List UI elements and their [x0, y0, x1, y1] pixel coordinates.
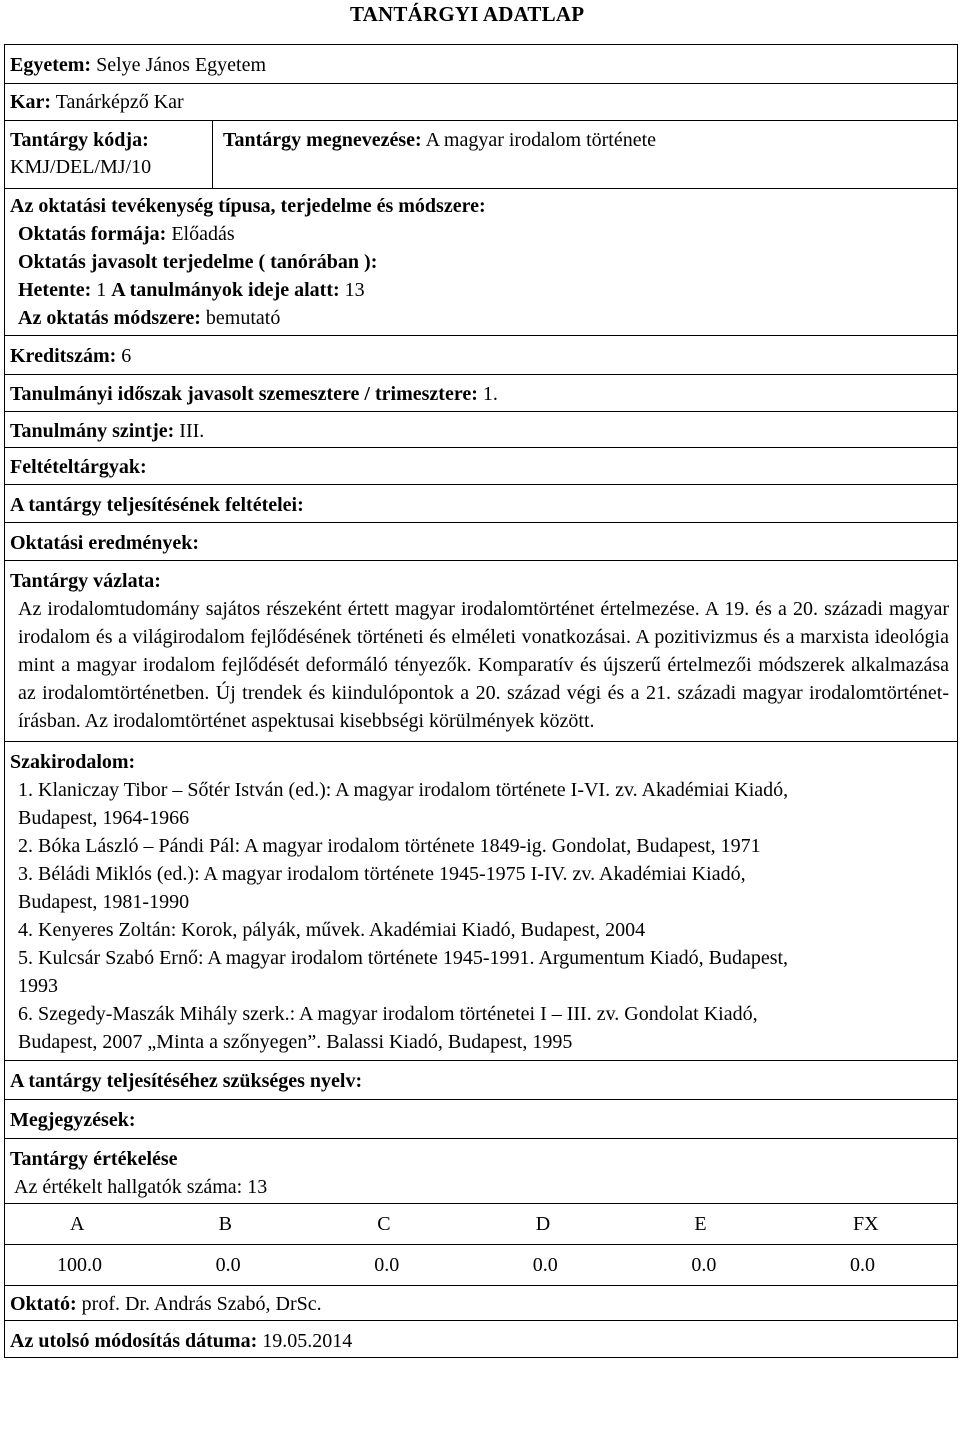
- course-id-row: [5, 120, 957, 188]
- credits-row: [5, 335, 957, 374]
- semester-value: 1.: [482, 383, 498, 405]
- faculty-label: Kar:: [10, 91, 52, 113]
- evaluated-count: Az értékelt hallgatók száma: 13: [14, 1176, 268, 1198]
- total-value: 13: [344, 279, 365, 301]
- semester-label: Tanulmányi időszak javasolt szemesztere / trimesztere:: [10, 383, 478, 405]
- conditions-label: A tantárgy teljesítésének feltételei:: [10, 494, 304, 516]
- modified-value: 19.05.2014: [262, 1330, 353, 1352]
- course-code-label: Tantárgy kódja:: [10, 129, 149, 151]
- prerequisites-label: Feltételtárgyak:: [10, 456, 147, 478]
- modified-row: [5, 1320, 957, 1357]
- evaluation-section: [5, 1138, 957, 1203]
- method-value: bemutató: [205, 307, 281, 329]
- literature-item: 1993: [18, 975, 58, 997]
- literature-item: Budapest, 1964-1966: [18, 807, 190, 829]
- grade-label: FX: [852, 1213, 879, 1235]
- outcomes-row: [5, 522, 957, 560]
- form-label: Oktatás formája:: [18, 223, 167, 245]
- activity-section: [5, 188, 957, 335]
- literature-item: 2. Bóka László – Pándi Pál: A magyar irodalom története 1849-ig. Gondolat, Budapest, 1971: [18, 835, 761, 857]
- teacher-row: [5, 1285, 957, 1320]
- university-label: Egyetem:: [10, 54, 92, 76]
- faculty-row: [5, 83, 957, 120]
- literature-label: Szakirodalom:: [10, 751, 136, 773]
- literature-item: 6. Szegedy-Maszák Mihály szerk.: A magyar irodalom történetei I – III. zv. Gondolat Kiadó,: [18, 1003, 758, 1025]
- level-row: [5, 411, 957, 447]
- grade-value: 0.0: [374, 1254, 400, 1276]
- grade-label: C: [377, 1213, 391, 1235]
- grade-label: A: [70, 1213, 85, 1235]
- level-value: III.: [179, 420, 205, 442]
- activity-heading: Az oktatási tevékenység típusa, terjedelme és módszere:: [10, 195, 486, 217]
- grade-value: 100.0: [57, 1254, 102, 1276]
- outline-label: Tantárgy vázlata:: [10, 570, 161, 592]
- faculty-value: Tanárképző Kar: [55, 91, 184, 113]
- credits-label: Kreditszám:: [10, 345, 117, 367]
- modified-label: Az utolsó módosítás dátuma:: [10, 1330, 258, 1352]
- language-row: [5, 1060, 957, 1099]
- level-label: Tanulmány szintje:: [10, 420, 175, 442]
- grade-label: B: [218, 1213, 232, 1235]
- outline-section: [5, 560, 957, 741]
- literature-item: 1. Klaniczay Tibor – Sőtér István (ed.): A magyar irodalom története I-VI. zv. Akadémiai Kiadó,: [18, 779, 789, 801]
- weekly-value: 1: [96, 279, 107, 301]
- grade-header-row: [5, 1203, 957, 1244]
- university-row: [5, 45, 957, 83]
- grade-value: 0.0: [215, 1254, 241, 1276]
- literature-item: 4. Kenyeres Zoltán: Korok, pályák, művek. Akadémiai Kiadó, Budapest, 2004: [18, 919, 646, 941]
- course-name-value: A magyar irodalom története: [425, 129, 657, 151]
- weekly-label: Hetente:: [18, 279, 92, 301]
- total-label: A tanulmányok ideje alatt:: [111, 279, 340, 301]
- teacher-value: prof. Dr. András Szabó, DrSc.: [81, 1293, 322, 1315]
- credits-value: 6: [121, 345, 132, 367]
- university-value: Selye János Egyetem: [96, 54, 267, 76]
- grade-value: 0.0: [849, 1254, 875, 1276]
- outline-text: Az irodalomtudomány sajátos részeként értett magyar irodalomtörténet értelmezése. A 19. és a 20. századi magyar irodalom és a világirodalom fejlődésének történeti és elméleti vonatkozásai. A pozitivizmus és a marxista ideológia mint a magyar irodalom fejlődését deformáló tényezők. Komparatív és újszerű értelmezői módszerek alkalmazása az irodalomtörténetben. Új trendek és kiindulópontok a 20. század végi és a 21. századi magyar irodalomtörténet-írásban. Az irodalomtörténet aspektusai kisebbségi körülmények között.: [18, 598, 949, 732]
- course-name-label: Tantárgy megnevezése:: [223, 129, 422, 151]
- literature-item: 3. Béládi Miklós (ed.): A magyar irodalom története 1945-1975 I-IV. zv. Akadémiai Kiadó,: [18, 863, 746, 885]
- literature-section: [5, 741, 957, 1060]
- grade-label: D: [535, 1213, 551, 1235]
- document-title: TANTÁRGYI ADATLAP: [350, 2, 585, 26]
- literature-item: Budapest, 1981-1990: [18, 891, 190, 913]
- outcomes-label: Oktatási eredmények:: [10, 532, 200, 554]
- scope-label: Oktatás javasolt terjedelme ( tanórában ):: [18, 251, 378, 273]
- grade-value: 0.0: [691, 1254, 717, 1276]
- course-sheet: [4, 44, 958, 1358]
- method-label: Az oktatás módszere:: [18, 307, 201, 329]
- language-label: A tantárgy teljesítéséhez szükséges nyelv:: [10, 1070, 363, 1092]
- conditions-row: [5, 484, 957, 522]
- notes-label: Megjegyzések:: [10, 1109, 136, 1131]
- grade-value: 0.0: [532, 1254, 558, 1276]
- grade-value-row: [5, 1244, 957, 1285]
- grade-label: E: [694, 1213, 707, 1235]
- prerequisites-row: [5, 447, 957, 484]
- literature-item: 5. Kulcsár Szabó Ernő: A magyar irodalom története 1945-1991. Argumentum Kiadó, Budapest,: [18, 947, 789, 969]
- notes-row: [5, 1099, 957, 1138]
- form-value: Előadás: [171, 223, 235, 245]
- teacher-label: Oktató:: [10, 1293, 77, 1315]
- semester-row: [5, 374, 957, 411]
- literature-item: Budapest, 2007 „Minta a szőnyegen”. Balassi Kiadó, Budapest, 1995: [18, 1031, 573, 1053]
- course-code-value: KMJ/DEL/MJ/10: [10, 156, 152, 178]
- evaluation-label: Tantárgy értékelése: [10, 1148, 178, 1170]
